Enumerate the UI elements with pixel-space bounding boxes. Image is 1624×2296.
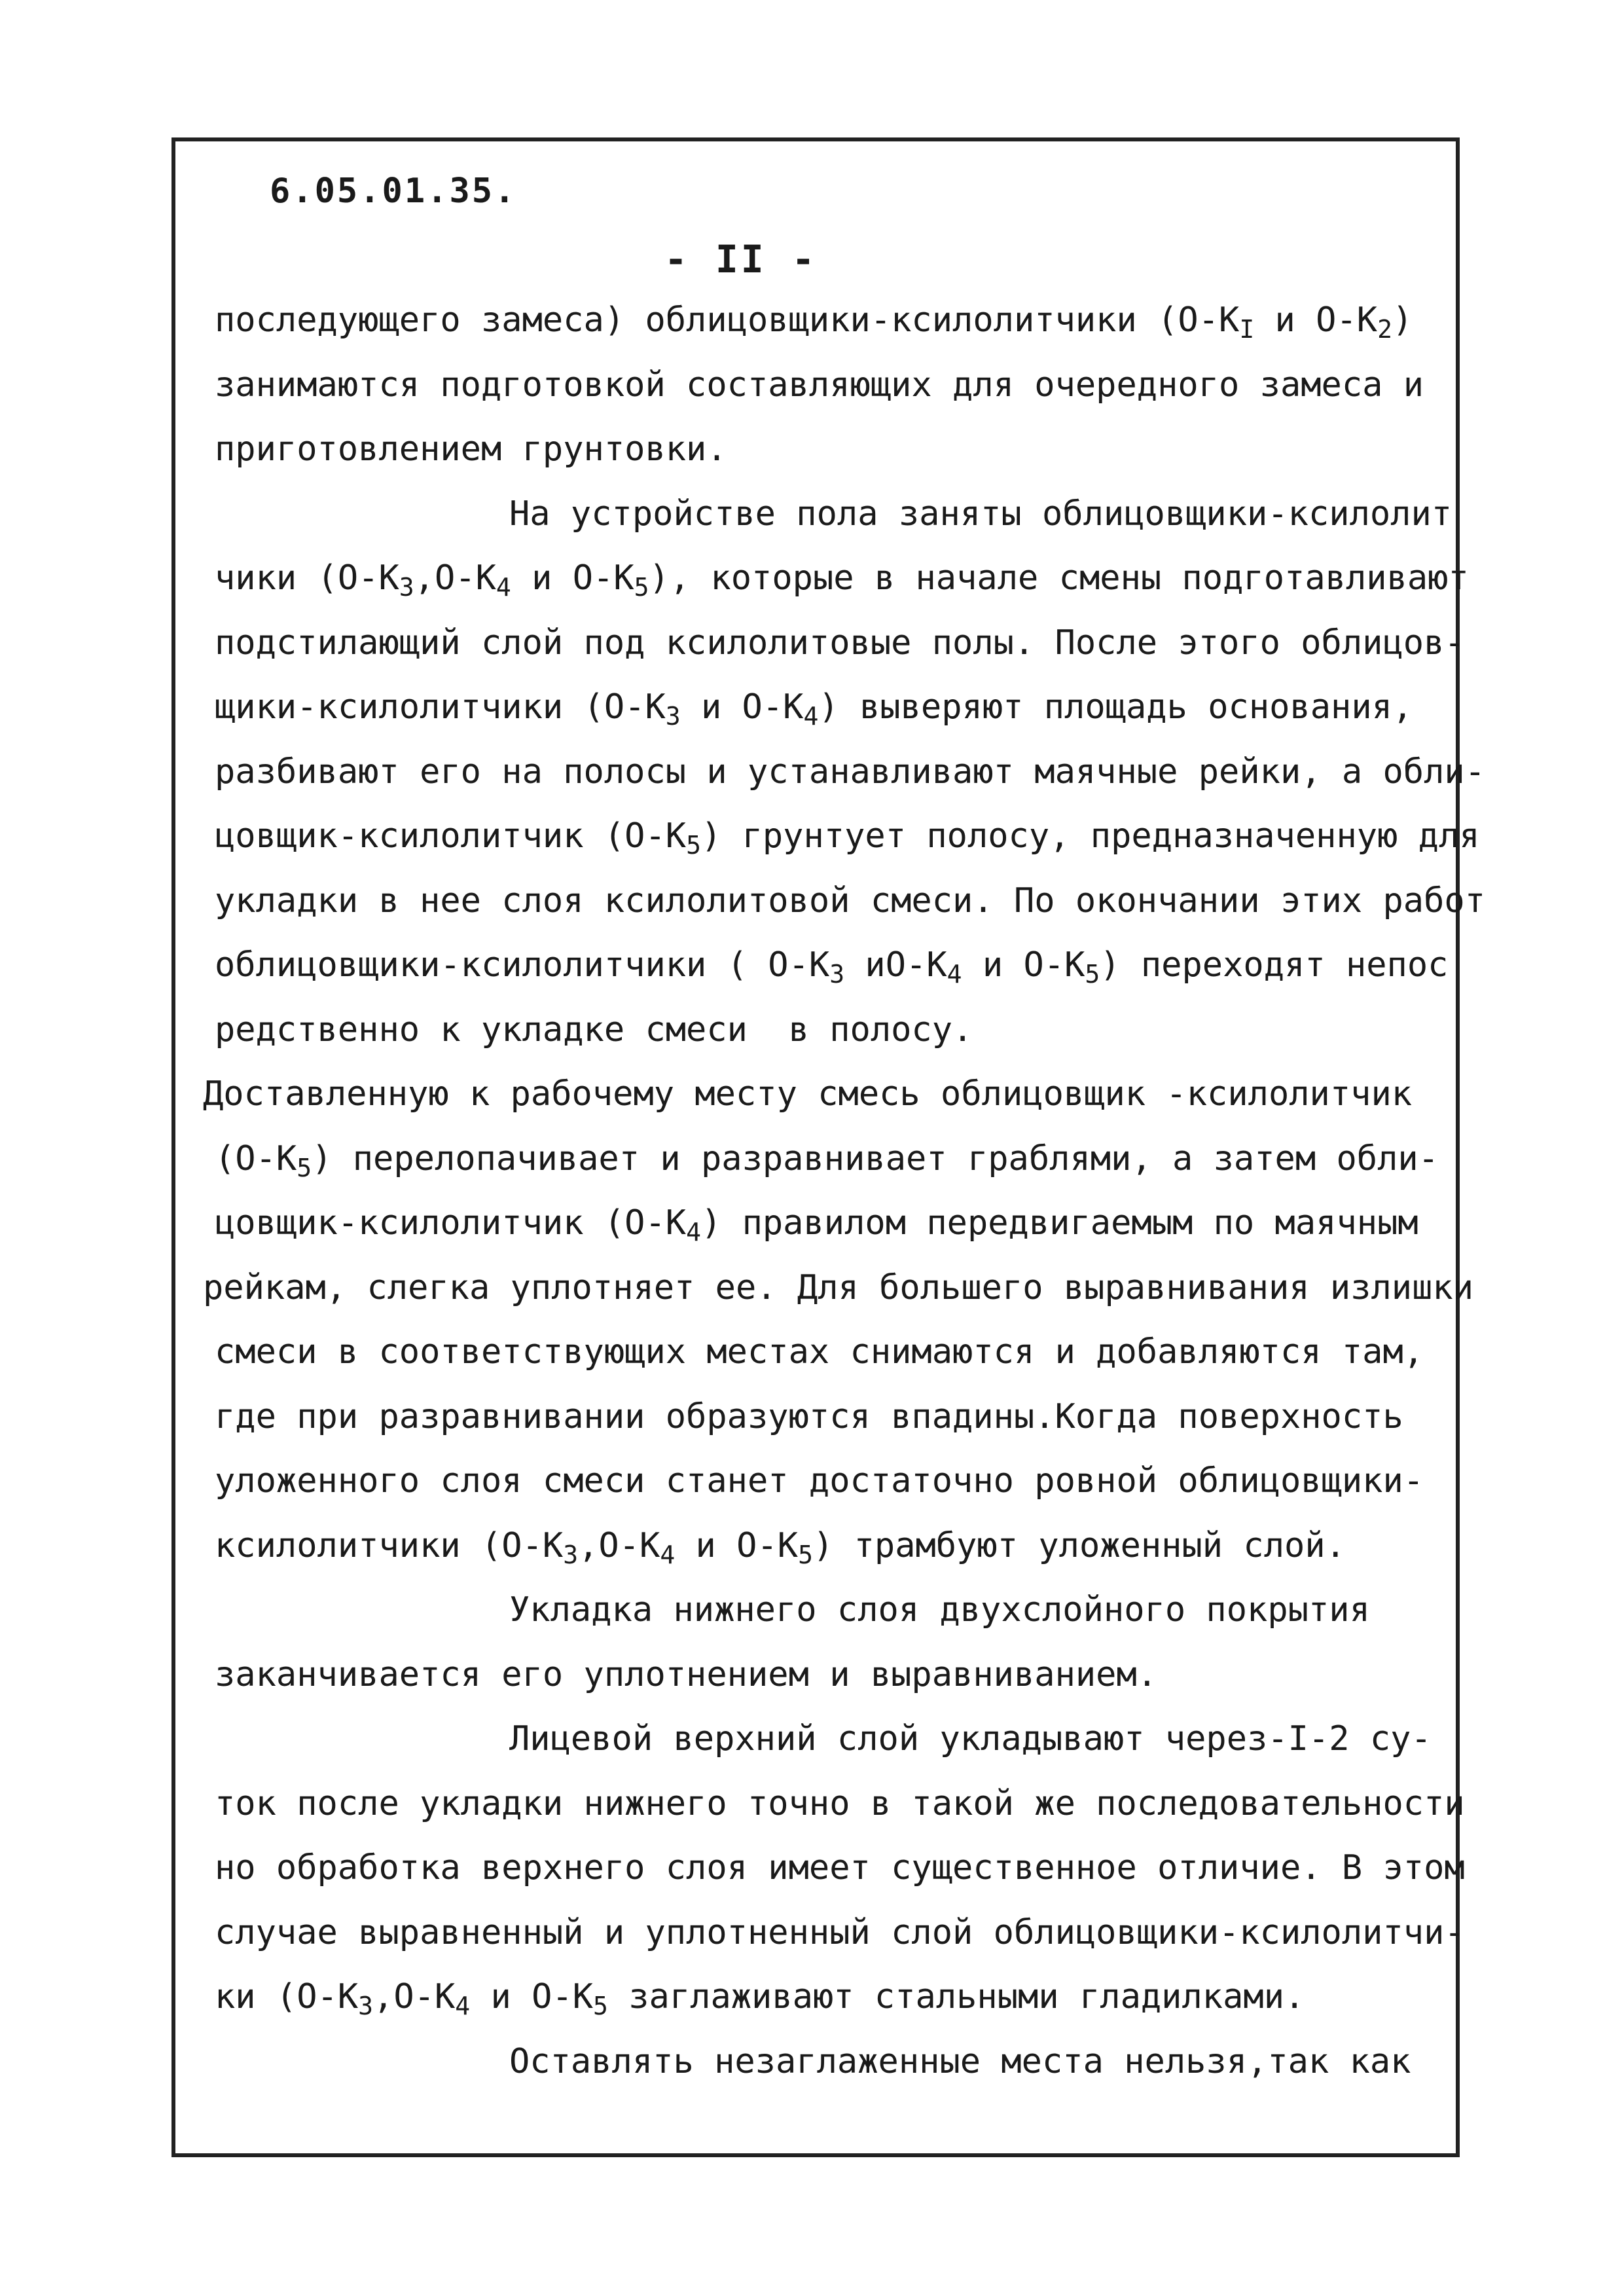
text-segment: занимаются подготовкой составляющих для очередного замеса и xyxy=(215,365,1424,405)
text-line xyxy=(203,933,1453,998)
text-segment: ) трамбуют уложенный слой. xyxy=(812,1525,1346,1565)
subscript: 4 xyxy=(947,960,962,989)
text-line xyxy=(203,1514,1453,1578)
text-segment: ки (О-К xyxy=(215,1977,359,2016)
text-segment: и О-К xyxy=(680,687,804,727)
text-segment: и О-К xyxy=(1254,301,1378,340)
text-segment: заканчивается его уплотнением и выравниванием. xyxy=(215,1654,1158,1694)
text-line xyxy=(203,998,1453,1063)
text-segment: ), которые в начале смены подготавливают xyxy=(649,558,1469,598)
subscript: 2 xyxy=(1377,315,1392,344)
text-line xyxy=(203,1643,1453,1707)
text-segment: цовщик-ксилолитчик (О-К xyxy=(215,1203,687,1243)
text-segment: ) выверяют площадь основания, xyxy=(818,687,1413,727)
text-line xyxy=(203,1901,1465,1965)
text-segment: рейкам, слегка уплотняет ее. Для большего выравнивания излишки xyxy=(203,1267,1474,1307)
text-segment: ) перелопачивает и разравнивает граблями, а затем обли- xyxy=(312,1139,1439,1178)
text-segment: цовщик-ксилолитчик (О-К xyxy=(215,816,687,856)
text-segment: ) xyxy=(1392,301,1413,340)
text-line xyxy=(203,1062,1453,1127)
text-segment: заглаживают стальными гладилками. xyxy=(607,1977,1305,2016)
text-line xyxy=(203,869,1486,934)
text-line xyxy=(203,1127,1453,1192)
page-number: - II - xyxy=(664,237,818,282)
text-line xyxy=(203,288,1453,353)
text-segment: (О-К xyxy=(215,1139,297,1178)
text-segment: и О-К xyxy=(470,1977,594,2016)
text-segment: где при разравнивании образуются впадины.Когда поверхность xyxy=(215,1396,1403,1436)
text-segment: ,О-К xyxy=(578,1525,660,1565)
text-line xyxy=(203,353,1453,418)
text-segment: ксилолитчики (О-К xyxy=(215,1525,564,1565)
text-segment: разбивают его на полосы и устанавливают маячные рейки, а обли- xyxy=(215,752,1486,792)
body-text xyxy=(203,288,1486,2094)
text-line xyxy=(203,611,1465,676)
text-segment: ) грунтует полосу, предназначенную для xyxy=(700,816,1480,856)
text-line xyxy=(203,1772,1465,1836)
text-line xyxy=(203,1965,1453,2030)
text-segment: подстилающий слой под ксилолитовые полы. После этого облицов- xyxy=(215,623,1465,663)
text-line xyxy=(203,1320,1453,1385)
subscript: 5 xyxy=(1085,960,1100,989)
text-segment: редственно к укладке смеси в полосу. xyxy=(215,1010,973,1049)
text-segment: но обработка верхнего слоя имеет существенное отличие. В этом xyxy=(215,1848,1465,1887)
text-line xyxy=(203,417,1453,482)
text-segment: и О-К xyxy=(962,945,1085,985)
text-line xyxy=(203,1191,1453,1256)
text-line xyxy=(203,482,1453,547)
subscript: 4 xyxy=(660,1540,676,1569)
text-segment: иО-К xyxy=(844,945,947,985)
text-line xyxy=(203,804,1480,869)
text-segment: ) правилом передвигаемым по маячным xyxy=(700,1203,1418,1243)
subscript: 3 xyxy=(358,1992,374,2020)
text-segment: облицовщики-ксилолитчики ( О-К xyxy=(215,945,830,985)
text-line xyxy=(203,1707,1453,1772)
text-segment: Лицевой верхний слой укладывают через-I-2 су- xyxy=(509,1719,1432,1758)
text-segment: уложенного слоя смеси станет достаточно ровной облицовщики- xyxy=(215,1461,1424,1501)
text-segment: Укладка нижнего слоя двухслойного покрытия xyxy=(509,1590,1370,1630)
text-segment: последующего замеса) облицовщики-ксилолитчики (О-К xyxy=(215,301,1240,340)
text-line xyxy=(203,1256,1474,1321)
subscript: 4 xyxy=(686,1218,701,1247)
subscript: 3 xyxy=(563,1540,579,1569)
text-line xyxy=(203,546,1469,611)
subscript: 5 xyxy=(593,1992,608,2020)
text-segment: щики-ксилолитчики (О-К xyxy=(215,687,666,727)
subscript: 5 xyxy=(798,1540,813,1569)
text-segment: На устройстве пола заняты облицовщики-ксилолит xyxy=(509,494,1453,534)
text-segment: ток после укладки нижнего точно в такой же последовательности xyxy=(215,1783,1465,1823)
subscript: I xyxy=(1239,315,1255,344)
subscript: 4 xyxy=(455,1992,471,2020)
document-code: 6.05.01.35. xyxy=(270,172,517,211)
subscript: 5 xyxy=(634,573,649,602)
text-segment: Оставлять незаглаженные места нельзя,так как xyxy=(509,2041,1411,2081)
text-line xyxy=(203,1449,1453,1514)
text-line xyxy=(203,1836,1465,1901)
text-segment: и О-К xyxy=(511,558,634,598)
subscript: 5 xyxy=(297,1153,312,1182)
text-segment: ,О-К xyxy=(373,1977,456,2016)
text-segment: Доставленную к рабочему месту смесь облицовщик -ксилолитчик xyxy=(203,1074,1413,1114)
text-segment: приготовлением грунтовки. xyxy=(215,429,727,469)
text-segment: укладки в нее слоя ксилолитовой смеси. По окончании этих работ xyxy=(215,881,1486,920)
text-line xyxy=(203,740,1486,805)
subscript: 3 xyxy=(665,702,681,731)
subscript: 3 xyxy=(829,960,845,989)
subscript: 4 xyxy=(803,702,819,731)
subscript: 5 xyxy=(686,831,701,860)
text-line xyxy=(203,1385,1453,1449)
text-line xyxy=(203,1578,1453,1643)
text-line xyxy=(203,2030,1453,2094)
text-line xyxy=(203,675,1453,740)
subscript: 4 xyxy=(496,573,511,602)
text-segment: ) переходят непос xyxy=(1100,945,1449,985)
text-segment: смеси в соответствующих местах снимаются и добавляются там, xyxy=(215,1332,1424,1372)
text-segment: случае выравненный и уплотненный слой облицовщики-ксилолитчи- xyxy=(215,1912,1465,1952)
text-segment: ,О-К xyxy=(414,558,496,598)
text-segment: и О-К xyxy=(675,1525,799,1565)
subscript: 3 xyxy=(399,573,414,602)
text-segment: чики (О-К xyxy=(215,558,399,598)
